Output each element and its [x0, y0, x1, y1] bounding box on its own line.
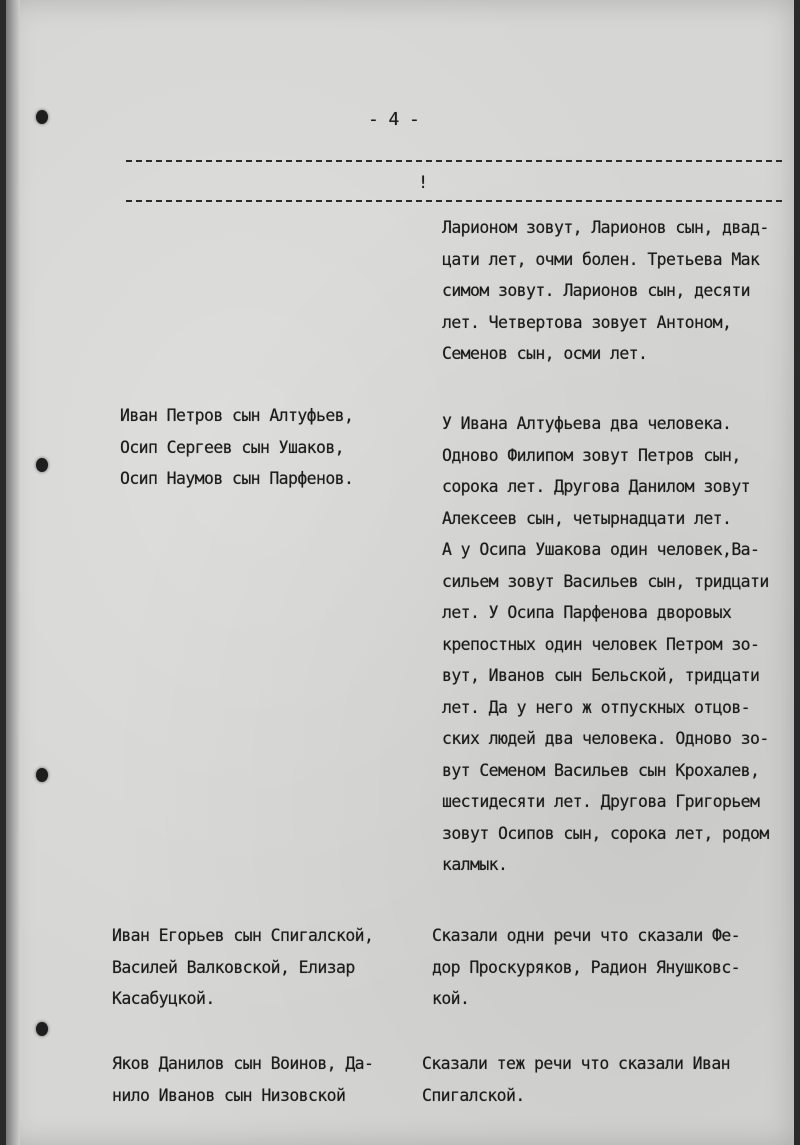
text-line: цати лет, очми болен. Третьева Мак: [442, 249, 760, 269]
record-3-left: [112, 1048, 373, 1111]
record-0-right: [442, 212, 769, 370]
dashed-rule-bottom: [126, 200, 782, 202]
page-edge-shadow: [6, 0, 20, 1145]
text-line: вут Семеном Васильев сын Крохалев,: [442, 760, 760, 780]
name-line: Василей Валковской, Елизар: [112, 957, 355, 977]
record-3-right: [422, 1048, 730, 1111]
page-number: - 4 -: [368, 109, 420, 130]
text-line: калмык.: [442, 855, 508, 874]
name-line: Иван Петров сын Алтуфьев,: [120, 406, 354, 425]
text-line: Семенов сын, осми лет.: [442, 344, 648, 363]
text-line: дор Проскуряков, Радион Янушковс-: [432, 957, 741, 977]
record-2-right: [432, 920, 740, 1015]
record-2-left: [112, 920, 373, 1015]
text-line: кой.: [432, 989, 470, 1008]
text-line: Сказали теж речи что сказали Иван: [422, 1054, 731, 1073]
dashed-rule-top: [126, 160, 782, 162]
name-line: нило Иванов сын Низовской: [112, 1085, 346, 1105]
record-1-right: [442, 408, 769, 881]
text-line: Одново Филипом зовут Петров сын,: [442, 445, 741, 465]
column-divider-mark: !: [418, 173, 428, 193]
text-line: сорока лет. Другова Данилом зовут: [442, 477, 751, 496]
binding-hole: [36, 458, 48, 472]
text-line: ских людей два человека. Одново зо-: [442, 729, 769, 748]
binding-hole: [36, 768, 48, 782]
text-line: лет. Да у него ж отпускных отцов-: [442, 697, 751, 717]
text-line: зовут Осипов сын, сорока лет, родом: [442, 823, 769, 843]
binding-hole: [36, 1022, 48, 1036]
text-line: Сказали одни речи что сказали Фе-: [432, 926, 741, 945]
document-page: [6, 0, 794, 1145]
text-line: Спигалской.: [422, 1085, 525, 1105]
name-line: Яков Данилов сын Воинов, Да-: [112, 1054, 374, 1073]
text-line: У Ивана Алтуфьева два человека.: [442, 414, 732, 433]
text-line: А у Осипа Ушакова один человек,Ва-: [442, 540, 760, 559]
text-line: лет. У Осипа Парфенова дворовых: [442, 603, 732, 622]
name-line: Осип Наумов сын Парфенов.: [120, 469, 354, 488]
text-line: крепостных один человек Петром зо-: [442, 634, 760, 654]
name-line: Касабуцкой.: [112, 989, 215, 1008]
text-line: симом зовут. Ларионов сын, десяти: [442, 281, 751, 300]
text-line: Ларионом зовут, Ларионов сын, двад-: [442, 218, 769, 237]
record-1-left: [120, 400, 353, 495]
text-line: сильем зовут Васильев сын, тридцати: [442, 571, 769, 591]
name-line: Иван Егорьев сын Спигалской,: [112, 926, 374, 945]
text-line: Алексеев сын, четырнадцати лет.: [442, 508, 732, 528]
text-line: вут, Иванов сын Бельской, тридцати: [442, 666, 760, 685]
binding-hole: [36, 110, 48, 124]
text-line: шестидесяти лет. Другова Григорьем: [442, 792, 760, 811]
text-line: лет. Четвертова зовует Антоном,: [442, 312, 732, 332]
name-line: Осип Сергеев сын Ушаков,: [120, 437, 345, 457]
